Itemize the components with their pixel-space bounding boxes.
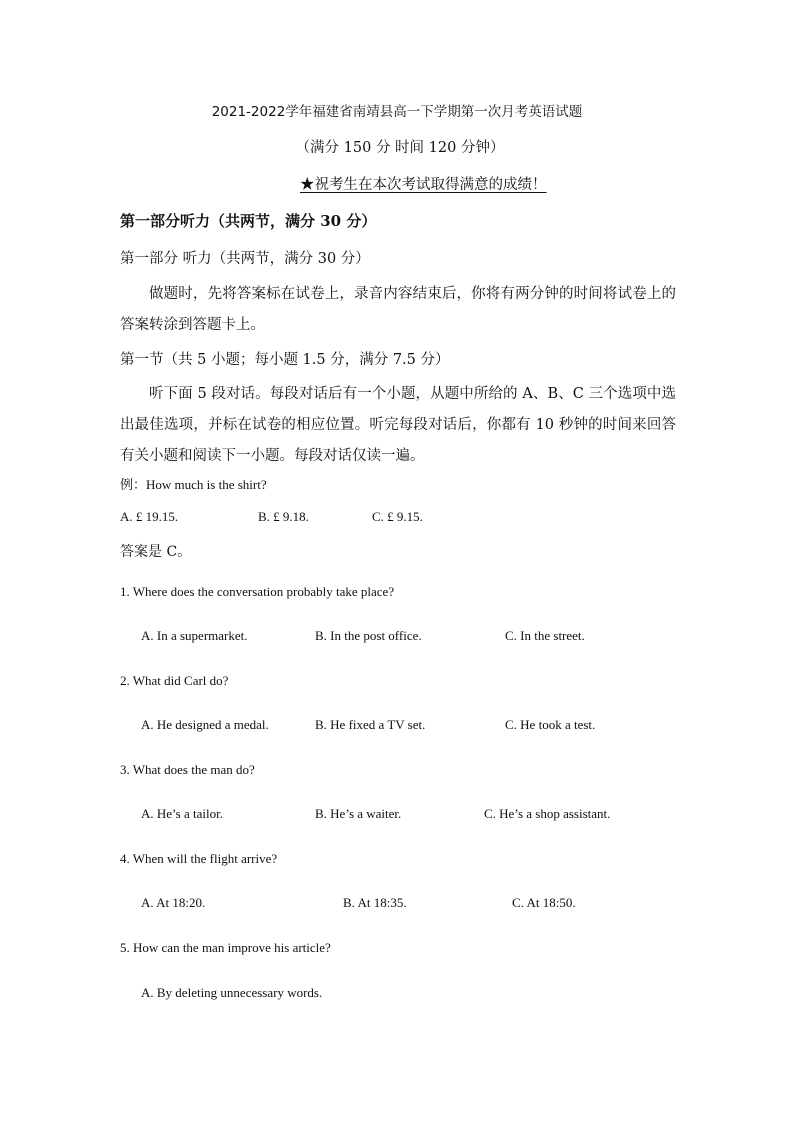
question-4-option-b[interactable]: B. At 18:35.	[343, 895, 407, 910]
good-luck-note: ★祝考生在本次考试取得满意的成绩！	[300, 177, 547, 193]
part1-heading-bold: 第一部分听力（共两节，满分 30 分）	[120, 212, 377, 230]
question-4-option-c[interactable]: C. At 18:50.	[512, 895, 576, 910]
question-1-option-c[interactable]: C. In the street.	[505, 628, 585, 643]
section1-heading: 第一节（共 5 小题；每小题 1.5 分，满分 7.5 分）	[120, 352, 450, 368]
question-3-text: 3. What does the man do?	[120, 762, 255, 777]
question-1-option-a[interactable]: A. In a supermarket.	[141, 628, 248, 643]
question-2-text: 2. What did Carl do?	[120, 673, 229, 688]
part1-heading: 第一部分 听力（共两节，满分 30 分）	[120, 251, 370, 267]
section1-instructions: 听下面 5 段对话。每段对话后有一个小题，从题中所给的 A、B、C 三个选项中选出最佳选项，并标在试卷的相应位置。听完每段对话后，你都有 10 秒钟的时间来回答有关小题和阅读下一小题。每段对话仅读一遍。	[120, 386, 676, 464]
question-2-option-a[interactable]: A. He designed a medal.	[141, 717, 269, 732]
question-4-text: 4. When will the flight arrive?	[120, 851, 278, 866]
exam-subtitle: （满分 150 分 时间 120 分钟）	[295, 140, 505, 156]
question-5-option-a[interactable]: A. By deleting unnecessary words.	[141, 985, 323, 1000]
question-5-text: 5. How can the man improve his article?	[120, 940, 331, 955]
part1-instructions: 做题时，先将答案标在试卷上，录音内容结束后，你将有两分钟的时间将试卷上的答案转涂到答题卡上。	[120, 286, 676, 333]
example-question: 例：How much is the shirt?	[120, 477, 267, 492]
question-3-option-b[interactable]: B. He’s a waiter.	[315, 806, 402, 821]
question-3-option-c[interactable]: C. He’s a shop assistant.	[484, 806, 611, 821]
example-option-c: C. £ 9.15.	[372, 509, 423, 524]
example-answer: 答案是 C。	[120, 544, 192, 560]
question-1-option-b[interactable]: B. In the post office.	[315, 628, 422, 643]
question-2-option-b[interactable]: B. He fixed a TV set.	[315, 717, 426, 732]
example-option-b: B. £ 9.18.	[258, 509, 309, 524]
question-1-text: 1. Where does the conversation probably take place?	[120, 584, 395, 599]
question-2-option-c[interactable]: C. He took a test.	[505, 717, 596, 732]
exam-title: 2021-2022学年福建省南靖县高一下学期第一次月考英语试题	[211, 104, 583, 120]
example-option-a: A. £ 19.15.	[120, 509, 179, 524]
question-3-option-a[interactable]: A. He’s a tailor.	[141, 806, 223, 821]
question-4-option-a[interactable]: A. At 18:20.	[141, 895, 206, 910]
